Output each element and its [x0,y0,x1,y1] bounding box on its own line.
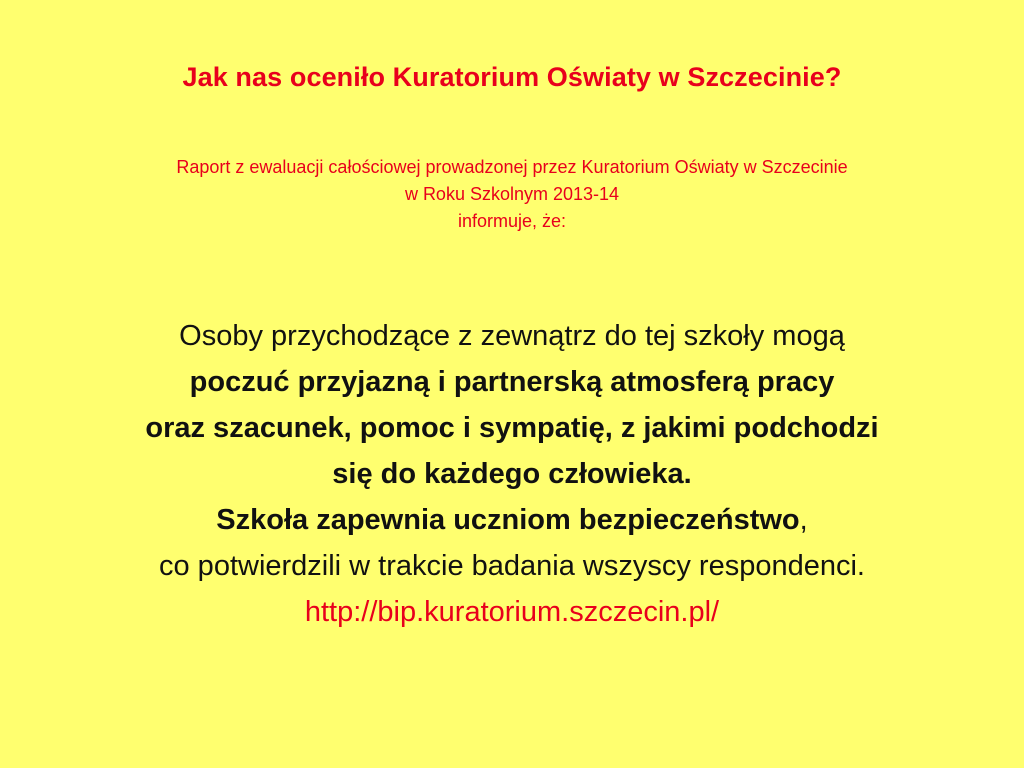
report-line: Raport z ewaluacji całościowej prowadzonej przez Kuratorium Oświaty w Szczecinie [176,157,848,177]
safety-claim-comma: , [799,504,808,536]
statement-line-6: co potwierdzili w trakcie badania wszyscy respondenci. [159,550,865,582]
statement-line-3: oraz szacunek, pomoc i sympatię, z jakimi podchodzi [145,412,879,444]
report-line: informuje, że: [457,211,567,231]
statement-line-2: poczuć przyjazną i partnerską atmosferą pracy [189,366,835,398]
kuratorium-link[interactable]: http://bip.kuratorium.szczecin.pl/ [304,596,720,628]
evaluation-statement [0,313,1024,635]
statement-line-5 [0,497,1024,543]
safety-claim: Szkoła zapewnia uczniom bezpieczeństwo [216,504,800,536]
statement-line-4: się do każdego człowieka. [332,458,692,490]
statement-line-1: Osoby przychodzące z zewnątrz do tej szkoły mogą [179,320,845,352]
report-line: w Roku Szkolnym 2013-14 [404,184,620,204]
report-intro [0,154,1024,235]
slide-title: Jak nas oceniło Kuratorium Oświaty w Szczecinie? [182,62,842,92]
